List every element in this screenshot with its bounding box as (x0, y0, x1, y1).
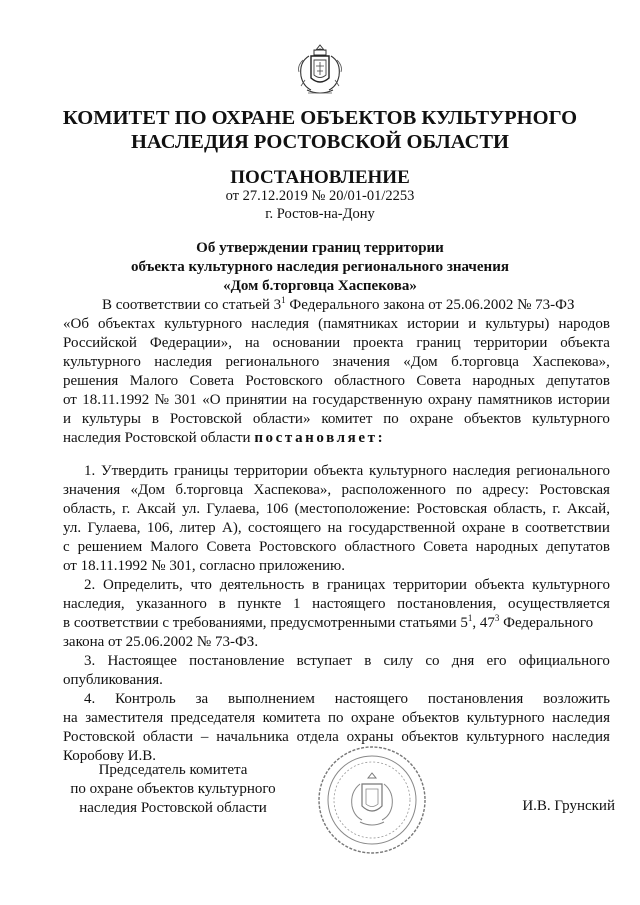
position-line: Председатель комитета (98, 762, 248, 778)
item-2-line: закона от 25.06.2002 № 73-ФЗ. (63, 634, 259, 650)
item-1-line: с решением Малого Совета Ростовского областного Совета народных депутатов (63, 539, 610, 555)
item-2-line: наследия, указанного в пункте 1 настоящего постановления, осуществляется (63, 596, 610, 612)
text-line (63, 296, 610, 315)
item-3-line: 3. Настоящее постановление вступает в силу со дня его официального (84, 653, 610, 669)
text-line: наследия Ростовской области постановляет: (63, 430, 386, 446)
preamble-paragraph (63, 296, 610, 448)
item-4-line: Коробову И.В. (63, 748, 157, 764)
document-meta (40, 187, 600, 223)
decree-items (63, 462, 610, 766)
document-date-number: от 27.12.2019 № 20/01-01/2253 (225, 188, 415, 204)
subject-line: «Дом б.торговца Хаспекова» (223, 278, 417, 294)
text-line: и культуры в Ростовской области» комитет по охране объектов культурного (63, 411, 610, 427)
organization-title (40, 106, 600, 154)
text-line: культурного наследия регионального значения «Дом б.торговца Хаспекова», (63, 354, 610, 370)
text-line: Российской Федерации», на основании проекта границ территории объекта (63, 335, 610, 351)
document-subject (40, 239, 600, 296)
text-segment: в соответствии с требованиями, предусмотренными статьями $5^1$, $47^3$ Федерального (63, 613, 594, 631)
subject-line: Об утверждении границ территории (196, 240, 444, 256)
text-line: от 18.11.1992 № 301 «О принятии на государственную охрану памятников истории (63, 392, 610, 408)
item-1-line: область, г. Аксай ул. Гулаева, 106 (местоположение: Ростовская область, г. Аксай, (63, 501, 610, 517)
position-line: по охране объектов культурного (70, 781, 276, 797)
text-line: решения Малого Совета Ростовского областного Совета народных депутатов (63, 373, 610, 389)
text-line: «Об объектах культурного наследия (памятниках истории и культуры) народов (63, 316, 610, 332)
subject-line: объекта культурного наследия регионального значения (131, 259, 509, 275)
decree-word: постановляет: (254, 430, 386, 446)
item-3-line: опубликования. (63, 672, 163, 688)
item-1-line: 1. Утвердить границы территории объекта культурного наследия регионального (84, 463, 610, 479)
document-city: г. Ростов-на-Дону (265, 206, 375, 222)
official-seal-stamp (316, 744, 428, 856)
position-line: наследия Ростовской области (79, 800, 267, 816)
item-2-line (63, 614, 610, 633)
signatory-position (58, 761, 288, 818)
item-1-line: ул. Гулаева, 106, литер А), состоящего на государственной охране в соответствии (63, 520, 610, 536)
org-title-line2: НАСЛЕДИЯ РОСТОВСКОЙ ОБЛАСТИ (130, 131, 510, 153)
item-4-line: на заместителя председателя комитета по охране объектов культурного наследия (63, 710, 610, 726)
item-1-line: от 18.11.1992 № 301, согласно приложению. (63, 558, 345, 574)
org-title-line1: КОМИТЕТ ПО ОХРАНЕ ОБЪЕКТОВ КУЛЬТУРНОГО (62, 107, 578, 129)
text-segment: В соответствии со статьей $3^1$ Федерального закона от 25.06.2002 № 73-ФЗ (102, 295, 575, 313)
item-1-line: значения «Дом б.торговца Хаспекова», расположенного по адресу: Ростовская (63, 482, 610, 498)
document-type: ПОСТАНОВЛЕНИЕ (230, 167, 410, 188)
item-4-line: Ростовской области – начальника отдела охраны объектов культурного наследия (63, 729, 610, 745)
coat-of-arms-emblem (291, 42, 349, 100)
item-4-line: 4. Контроль за выполнением настоящего постановления возложить (84, 691, 610, 707)
signatory-name: И.В. Грунский (522, 798, 615, 814)
item-2-line: 2. Определить, что деятельность в границах территории объекта культурного (84, 577, 610, 593)
